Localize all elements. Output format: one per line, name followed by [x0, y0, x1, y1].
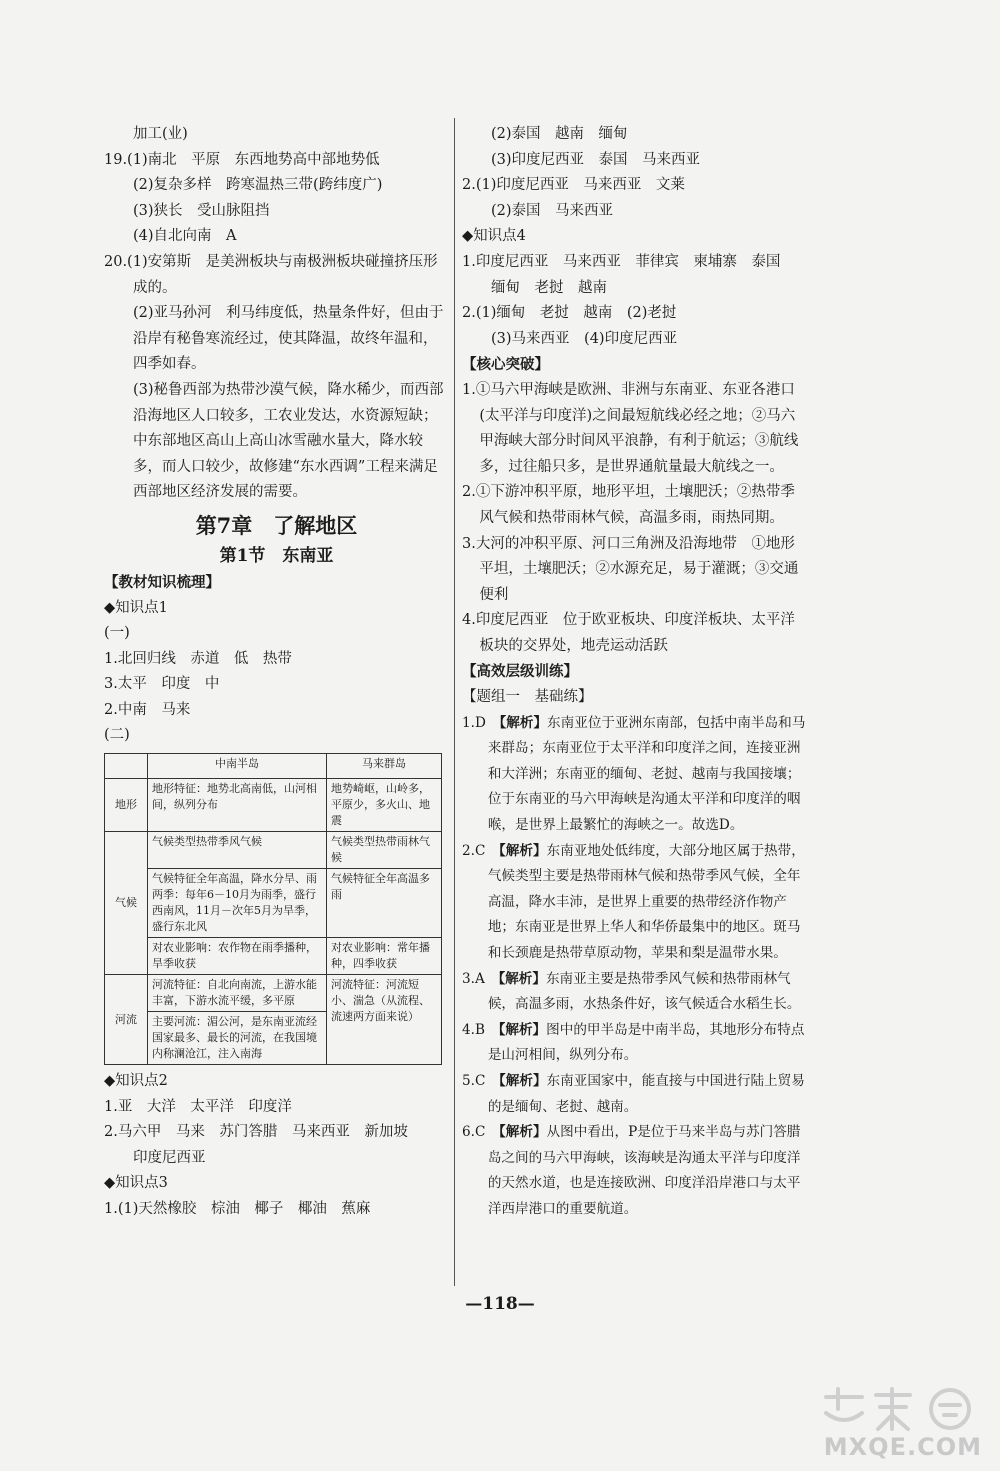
core-item: 1.①马六甲海峡是欧洲、非洲与东南亚、东亚各港口(太平洋与印度洋)之间最短航线必经之地；②马六甲海峡大部分时间风平浪静，有利于航运；③航线多，过往船只多，是世界通航量最大航线之一。	[462, 381, 799, 475]
answer-letter: 2.C	[462, 842, 486, 859]
right-column	[462, 122, 807, 1223]
table-row	[105, 779, 442, 832]
table-cell: 对农业影响：常年播种，四季收获	[327, 938, 442, 975]
solution-item	[462, 967, 807, 1018]
watermark-site: MXQE.COM	[823, 1433, 982, 1461]
answer-line: (3)狭长 受山脉阻挡	[133, 202, 270, 219]
table-cell: 对农业影响：农作物在雨季播种，旱季收获	[148, 938, 327, 975]
core-item: 3.大河的冲积平原、河口三角洲及沿海地带 ①地形平坦，土壤肥沃；②水源充足，易于灌溉；③交通便利	[462, 535, 799, 603]
kp2-line: 1.亚 大洋 太平洋 印度洋	[104, 1098, 292, 1115]
analysis-text: 东南亚国家中，能直接与中国进行陆上贸易的是缅甸、老挝、越南。	[487, 1072, 805, 1115]
answer-letter: 4.B	[462, 1021, 485, 1038]
analysis-tag: 【解析】	[498, 842, 547, 859]
analysis-tag: 【解析】	[498, 1072, 547, 1089]
kp2-line: 印度尼西亚	[133, 1149, 206, 1166]
table-cell: 气候类型热带季风气候	[148, 832, 327, 869]
answer-line: 20.(1)安第斯 是美洲板块与南极洲板块碰撞挤压形成的。	[104, 253, 438, 296]
kp3-line: 1.(1)天然橡胶 棕油 椰子 椰油 蕉麻	[104, 1201, 371, 1218]
kp2-line: 2.马六甲 马来 苏门答腊 马来西亚 新加坡	[104, 1124, 408, 1141]
kp1-line: 3.太平 印度 中	[104, 676, 220, 693]
table-header: 中南半岛	[148, 754, 327, 779]
table-header: 马来群岛	[327, 754, 442, 779]
heading-training: 【高效层级训练】	[462, 663, 578, 681]
answer-line: 19.(1)南北 平原 东西地势高中部地势低	[104, 151, 380, 168]
analysis-tag: 【解析】	[498, 970, 546, 987]
analysis-text: 东南亚位于亚洲东南部，包括中南半岛和马来群岛；东南亚位于太平洋和印度洋之间，连接亚洲和大洋洲；东南亚的缅甸、老挝、越南与我国接壤；位于东南亚的马六甲海峡是沟通太平洋和印度洋的咽喉，是世界上最繁忙的海峡之一。故选D。	[487, 714, 806, 834]
table-row	[105, 832, 442, 869]
solution-item	[462, 1069, 807, 1120]
table-row	[105, 938, 442, 975]
row-header-climate: 气候	[105, 832, 148, 975]
analysis-text: 图中的甲半岛是中南半岛，其地形分布特点是山河相间，纵列分布。	[487, 1021, 805, 1064]
table-header-blank	[105, 754, 148, 779]
page-number: —118—	[465, 1294, 535, 1314]
solution-item	[462, 839, 807, 967]
answer-line: (3)秘鲁西部为热带沙漠气候，降水稀少，而西部沿海地区人口较多，工农业发达，水资源短缺；中东部地区高山上高山冰雪融水量大，降水较多，而人口较少，故修建“东水西调”工程来满足西部地区经济发展的需要。	[133, 381, 444, 501]
analysis-text: 从图中看出，P是位于马来半岛与苏门答腊岛之间的马六甲海峡，该海峡是沟通太平洋与印度洋的天然水道，也是连接欧洲、印度洋沿岸港口与太平洋西岸港口的重要航道。	[487, 1124, 801, 1217]
analysis-tag: 【解析】	[499, 714, 548, 731]
answer-line: (2)泰国 越南 缅甸	[491, 126, 628, 142]
table-cell: 主要河流：湄公河，是东南亚流经国家最多、最长的河流，在我国境内称澜沧江，注入南海	[148, 1012, 327, 1065]
answer-line: 2.(1)印度尼西亚 马来西亚 文莱	[462, 177, 685, 194]
analysis-text: 东南亚主要是热带季风气候和热带雨林气候，高温多雨，水热条件好，该气候适合水稻生长。	[487, 970, 801, 1013]
core-item: 4.印度尼西亚 位于欧亚板块、印度洋板块、太平洋板块的交界处，地壳运动活跃	[462, 612, 795, 654]
answer-letter: 3.A	[462, 970, 485, 987]
southeast-asia-table	[104, 753, 442, 1065]
answer-line: (4)自北向南 A	[133, 228, 237, 245]
table-cell: 气候特征全年高温多雨	[327, 869, 442, 938]
answer-line: 加工(业)	[133, 126, 188, 142]
chapter-title: 第7章 了解地区	[195, 512, 358, 538]
solution-item	[462, 1120, 807, 1222]
analysis-tag: 【解析】	[498, 1124, 547, 1141]
table-cell: 地势崎岖，山岭多，平原少，多火山、地震	[327, 779, 442, 832]
knowledge-point-1: ◆知识点1	[104, 599, 168, 616]
analysis-tag: 【解析】	[498, 1021, 547, 1038]
kp1-line: 1.北回归线 赤道 低 热带	[104, 650, 292, 667]
knowledge-point-2: ◆知识点2	[104, 1073, 168, 1090]
kp4-line: (3)马来西亚 (4)印度尼西亚	[491, 330, 678, 347]
kp4-line: 缅甸 老挝 越南	[491, 279, 607, 296]
table-cell: 气候类型热带雨林气候	[327, 832, 442, 869]
heading-textbook-review: 【教材知识梳理】	[104, 573, 220, 591]
analysis-text: 东南亚地处低纬度，大部分地区属于热带，气候类型主要是热带雨林气候和热带季风气候，全年高温，降水丰沛，是世界上重要的热带经济作物产地；东南亚是世界上华人和华侨最集中的地区。斑马和长颈鹿是热带草原动物，苹果和梨是温带水果。	[487, 842, 805, 961]
solution-item	[462, 711, 807, 839]
answer-letter: 1.D	[462, 714, 486, 731]
kp4-line: 1.印度尼西亚 马来西亚 菲律宾 柬埔寨 泰国	[462, 253, 781, 270]
kp1-line: (一)	[104, 625, 130, 642]
knowledge-point-3: ◆知识点3	[104, 1175, 168, 1192]
heading-core-breakthrough: 【核心突破】	[462, 356, 549, 374]
answer-line: (2)泰国 马来西亚	[491, 202, 614, 219]
table-cell: 河流特征：自北向南流，上游水能丰富，下游水流平缓，多平原	[148, 975, 327, 1012]
solution-item	[462, 1018, 807, 1069]
core-item: 2.①下游冲积平原，地形平坦，土壤肥沃；②热带季风气候和热带雨林气候，高温多雨，雨热同期。	[462, 484, 795, 526]
watermark-logo-icon	[818, 1385, 978, 1433]
column-divider	[454, 118, 455, 1286]
kp1-line: 2.中南 马来	[104, 701, 191, 718]
row-header-terrain: 地形	[105, 779, 148, 832]
table-row	[105, 975, 442, 1012]
table-cell: 地形特征：地势北高南低，山河相间，纵列分布	[148, 779, 327, 832]
left-column	[104, 122, 449, 1223]
answer-line: (2)亚马孙河 利马纬度低，热量条件好，但由于沿岸有秘鲁寒流经过，使其降温，故终年温和，四季如春。	[133, 305, 444, 373]
kp1-line: (二)	[104, 727, 130, 744]
answer-letter: 6.C	[462, 1124, 486, 1141]
row-header-rivers: 河流	[105, 975, 148, 1065]
watermark	[812, 1385, 982, 1461]
table-cell: 气候特征全年高温，降水分旱、雨两季：每年6－10月为雨季，盛行西南风，11月－次年5月为旱季，盛行东北风	[148, 869, 327, 938]
group-title: 【题组一 基础练】	[462, 689, 593, 706]
answer-letter: 5.C	[462, 1072, 486, 1089]
knowledge-point-4: ◆知识点4	[462, 228, 526, 245]
kp4-line: 2.(1)缅甸 老挝 越南 (2)老挝	[462, 305, 677, 322]
answer-line: (2)复杂多样 跨寒温热三带(跨纬度广)	[133, 177, 383, 194]
table-row	[105, 869, 442, 938]
section-title: 第1节 东南亚	[219, 545, 334, 566]
answer-line: (3)印度尼西亚 泰国 马来西亚	[491, 151, 701, 168]
table-cell: 河流特征：河流短小、湍急（从流程、流速两方面来说）	[327, 975, 442, 1065]
